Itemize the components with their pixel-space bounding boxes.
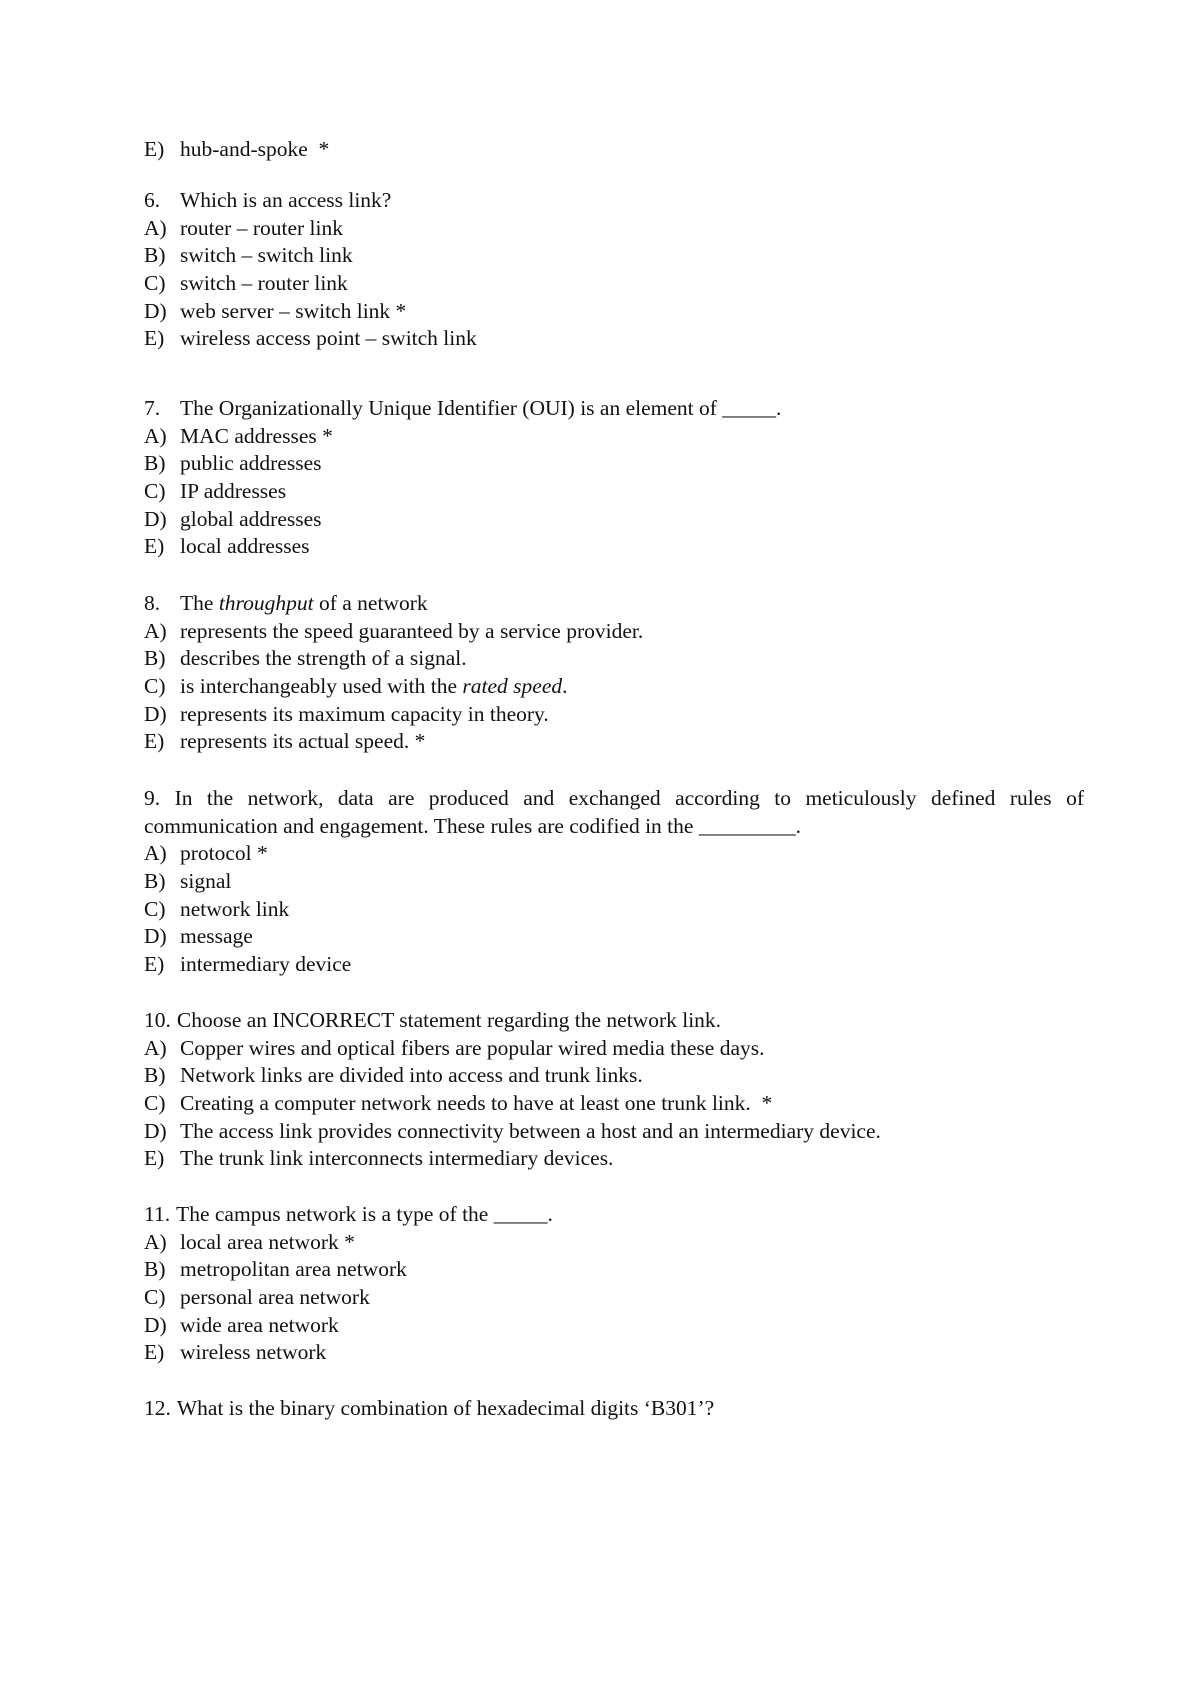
option-text-emphasis: rated speed [462,674,563,699]
option-letter: D) [144,701,167,726]
option-letter: A) [144,423,167,448]
option-text: represents its maximum capacity in theory. [180,701,549,726]
option-c [144,1284,1084,1312]
option-e [144,728,1084,756]
option-letter: B) [144,1063,166,1088]
option-e [144,1145,1084,1173]
option-text: protocol * [180,841,268,866]
option-c [144,896,1084,924]
option-text: The trunk link interconnects intermediary devices. [180,1146,614,1171]
option-letter: E) [144,952,165,977]
option-letter: D) [144,1118,167,1143]
option-letter: E) [144,729,165,754]
option-a [144,618,1084,646]
option-text: message [180,924,253,949]
option-letter: D) [144,1312,167,1337]
question-number: 10. [144,1008,171,1032]
question-prompt: The campus network is a type of the _____. [176,1202,553,1226]
question-5-tail [144,136,1084,164]
question-number: 7. [144,396,161,420]
question-text [144,785,1084,840]
option-letter: B) [144,451,166,476]
option-text: switch – router link [180,271,348,296]
option-text: wireless access point – switch link [180,326,477,351]
question-number: 9. [144,786,161,810]
option-text: wireless network [180,1340,327,1365]
option-text: personal area network [180,1285,370,1310]
option-letter: E) [144,1146,165,1171]
option-d [144,1312,1084,1340]
option-letter: C) [144,674,166,699]
option-letter: C) [144,896,166,921]
option-e [144,136,1084,164]
option-text: network link [180,896,290,921]
option-text-start: is interchangeably used with the [180,674,463,699]
option-a [144,215,1084,243]
option-d [144,298,1084,326]
option-letter: B) [144,243,166,268]
question-6 [144,187,1084,353]
question-number: 12. [144,1396,171,1420]
option-c [144,1090,1084,1118]
question-number: 11. [144,1202,171,1226]
option-text: local addresses [180,534,310,559]
option-text: switch – switch link [180,243,353,268]
question-prompt: In the network, data are produced and exchanged according to meticulously defined rules of communication and engagement. These rules are codified in the _________. [144,786,1084,838]
option-letter: C) [144,1285,166,1310]
option-letter: B) [144,869,166,894]
option-e [144,1339,1084,1367]
option-a [144,423,1084,451]
question-prompt: What is the binary combination of hexadecimal digits ‘B301’? [176,1396,715,1420]
option-d [144,923,1084,951]
question-text [144,1201,1084,1229]
option-letter: C) [144,479,166,504]
option-text: wide area network [180,1312,339,1337]
option-letter: C) [144,1091,166,1116]
question-prompt: The Organizationally Unique Identifier (OUI) is an element of _____. [180,396,782,420]
option-text: public addresses [180,451,322,476]
option-text: metropolitan area network [180,1257,407,1282]
option-text: global addresses [180,506,322,531]
option-text: IP addresses [180,479,287,504]
question-text [144,187,1084,215]
option-letter: E) [144,137,165,161]
option-letter: C) [144,271,166,296]
question-7 [144,395,1084,561]
option-text: represents its actual speed. * [180,729,426,754]
option-text: local area network * [180,1229,355,1254]
option-text: intermediary device [180,952,352,977]
option-text: Creating a computer network needs to have at least one trunk link. * [180,1091,773,1116]
question-9 [144,785,1084,979]
question-prompt: Choose an INCORRECT statement regarding the network link. [176,1008,722,1032]
option-a [144,1229,1084,1257]
option-c [144,270,1084,298]
question-prompt-end: of a network [313,591,428,615]
option-b [144,1062,1084,1090]
question-prompt: Which is an access link? [180,188,392,212]
option-letter: E) [144,1340,165,1365]
option-a [144,840,1084,868]
option-text: Copper wires and optical fibers are popular wired media these days. [180,1035,765,1060]
option-letter: E) [144,534,165,559]
option-b [144,242,1084,270]
option-text: The access link provides connectivity between a host and an intermediary device. [180,1118,881,1143]
option-letter: D) [144,506,167,531]
question-number: 8. [144,591,161,615]
option-text: Network links are divided into access and trunk links. [180,1063,643,1088]
question-8 [144,590,1084,756]
option-d [144,1118,1084,1146]
option-text-end: . [562,674,568,699]
option-text: signal [180,869,232,894]
option-d [144,506,1084,534]
option-letter: A) [144,841,167,866]
option-e [144,533,1084,561]
question-number: 6. [144,188,161,212]
question-11 [144,1201,1084,1367]
option-letter: A) [144,1035,167,1060]
option-b [144,868,1084,896]
question-prompt-emphasis: throughput [218,591,314,615]
option-a [144,1035,1084,1063]
option-letter: A) [144,1229,167,1254]
question-10 [144,1007,1084,1173]
question-12 [144,1395,1084,1423]
option-c [144,478,1084,506]
option-letter: E) [144,326,165,351]
option-text: MAC addresses * [180,423,333,448]
question-prompt-start: The [180,591,219,615]
option-letter: A) [144,618,167,643]
option-c [144,673,1084,701]
option-e [144,951,1084,979]
option-letter: A) [144,215,167,240]
question-text [144,1007,1084,1035]
option-letter: D) [144,298,167,323]
question-text [144,590,1084,618]
option-text: describes the strength of a signal. [180,646,467,671]
option-e [144,325,1084,353]
option-b [144,645,1084,673]
option-b [144,1256,1084,1284]
option-text: represents the speed guaranteed by a service provider. [180,618,644,643]
question-text [144,1395,1084,1423]
option-letter: B) [144,1257,166,1282]
option-b [144,450,1084,478]
option-d [144,701,1084,729]
option-text: hub-and-spoke * [180,137,330,161]
option-letter: D) [144,924,167,949]
option-letter: B) [144,646,166,671]
option-text: router – router link [180,215,343,240]
question-text [144,395,1084,423]
option-text: web server – switch link * [180,298,407,323]
